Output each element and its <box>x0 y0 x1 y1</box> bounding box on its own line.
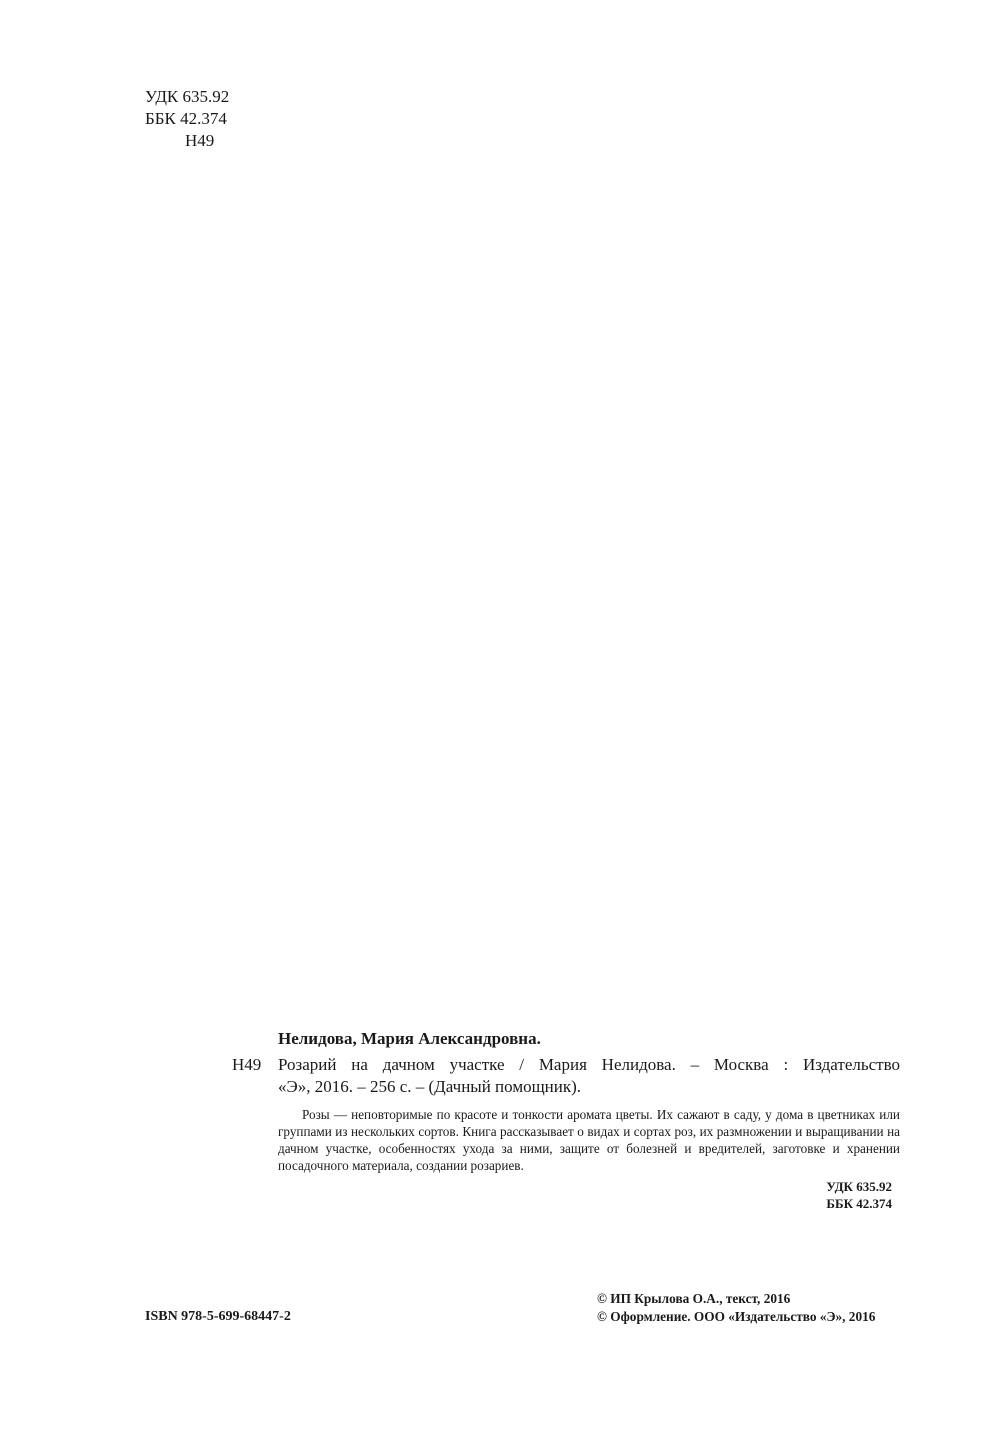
title-entry <box>232 1054 900 1098</box>
udk-code: УДК 635.92 <box>145 87 230 106</box>
title-line-1: Розарий на дачном участке / Мария Нелидова. – Москва : Издательство <box>278 1055 900 1074</box>
annotation-text: Розы — неповторимые по красоте и тонкости аромата цветы. Их сажают в саду, у дома в цветниках или группами из нескольких сортов. Книга рассказывает о видах и сортах роз, их размножении и выращивании на дачном участке, особенностях ухода за ними, защите от болезней и вредителей, заготовке и хранении посадочного материала, создании розариев. <box>278 1107 900 1173</box>
author-sign: Н49 <box>185 131 215 150</box>
bbk-code-bottom: ББК 42.374 <box>826 1196 892 1211</box>
isbn-number: ISBN 978-5-699-68447-2 <box>145 1309 291 1324</box>
classification-codes-top <box>145 86 229 152</box>
copyright-text: © ИП Крылова О.А., текст, 2016 <box>597 1291 791 1306</box>
copyright-block <box>597 1290 875 1326</box>
author-heading: Нелидова, Мария Александровна. <box>278 1029 541 1048</box>
udk-code-bottom: УДК 635.92 <box>826 1179 892 1194</box>
copyright-design: © Оформление. ООО «Издательство «Э», 2016 <box>597 1309 876 1324</box>
title-description <box>278 1054 900 1098</box>
author-sign-code: Н49 <box>232 1055 262 1074</box>
bibliographic-record <box>232 1028 900 1212</box>
classification-codes-bottom <box>232 1178 900 1212</box>
bbk-code: ББК 42.374 <box>145 109 227 128</box>
title-line-2: «Э», 2016. – 256 с. – (Дачный помощник). <box>278 1077 582 1096</box>
